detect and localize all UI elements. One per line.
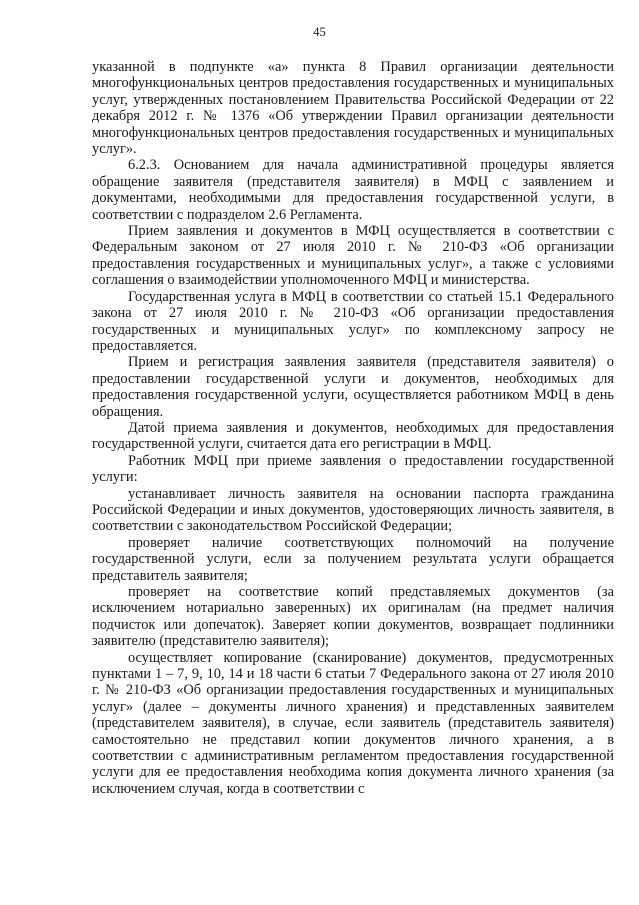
paragraph-mfc-acceptance: Прием заявления и документов в МФЦ осуществляется в соответствии с Федеральным законом от 27 июля 2010 г. № 210-ФЗ «Об организации предоставления государственных и муниципальных услуг», а также с условиями соглашения о взаимодействии уполномоченного МФЦ и министерства.	[92, 223, 614, 289]
paragraph-continuation: указанной в подпункте «а» пункта 8 Правил организации деятельности многофункциональных центров предоставления государственных и муниципальных услуг, утвержденных постановлением Правительства Российской Федерации от 22 декабря 2012 г. № 1376 «Об утверждении Правил организации деятельности многофункциональных центров предоставления государственных и муниципальных услуг».	[92, 59, 614, 158]
paragraph-complex-request: Государственная услуга в МФЦ в соответствии со статьей 15.1 Федерального закона от 27 июля 2010 г. № 210-ФЗ «Об организации предоставления государственных и муниципальных услуг» по комплексному запросу не предоставляется.	[92, 288, 614, 354]
list-item-authority: проверяет наличие соответствующих полномочий на получение государственной услуги, если за получением результата услуги обращается представитель заявителя;	[92, 534, 614, 584]
list-item-copy-check: проверяет на соответствие копий представляемых документов (за исключением нотариально заверенных) их оригиналам (на предмет наличия подчисток или допечаток). Заверяет копии документов, возвращает подлинники заявителю (представителю заявителя);	[92, 584, 614, 650]
paragraph-acceptance-date: Датой приема заявления и документов, необходимых для предоставления государственной услуги, считается дата его регистрации в МФЦ.	[92, 419, 614, 453]
list-item-scanning: осуществляет копирование (сканирование) документов, предусмотренных пунктами 1 – 7, 9, 10, 14 и 18 части 6 статьи 7 Федерального закона от 27 июля 2010 г. № 210-ФЗ «Об организации предоставления государственных и муниципальных услуг» (далее – документы личного хранения) и представленных заявителем (представителем заявителя), в случае, если заявитель (представитель заявителя) самостоятельно не представил копии документов личного хранения, а в соответствии с административным регламентом предоставления государственной услуги для ее предоставления необходима копия документа личного хранения (за исключением случая, когда в соответствии с	[92, 649, 614, 797]
page-number: 45	[313, 25, 326, 39]
list-item-identity: устанавливает личность заявителя на основании паспорта гражданина Российской Федерации и иных документов, удостоверяющих личность заявителя, в соответствии с законодательством Российской Федерации;	[92, 485, 614, 535]
paragraph-employee-duties-intro: Работник МФЦ при приеме заявления о предоставлении государственной услуги:	[92, 452, 614, 486]
document-body	[92, 59, 614, 797]
paragraph-registration: Прием и регистрация заявления заявителя (представителя заявителя) о предоставлении государственной услуги и документов, необходимых для предоставления государственной услуги, осуществляется работником МФЦ в день обращения.	[92, 354, 614, 420]
paragraph-6-2-3: 6.2.3. Основанием для начала административной процедуры является обращение заявителя (представителя заявителя) в МФЦ с заявлением и документами, необходимыми для предоставления государственной услуги, в соответствии с подразделом 2.6 Регламента.	[92, 157, 614, 223]
